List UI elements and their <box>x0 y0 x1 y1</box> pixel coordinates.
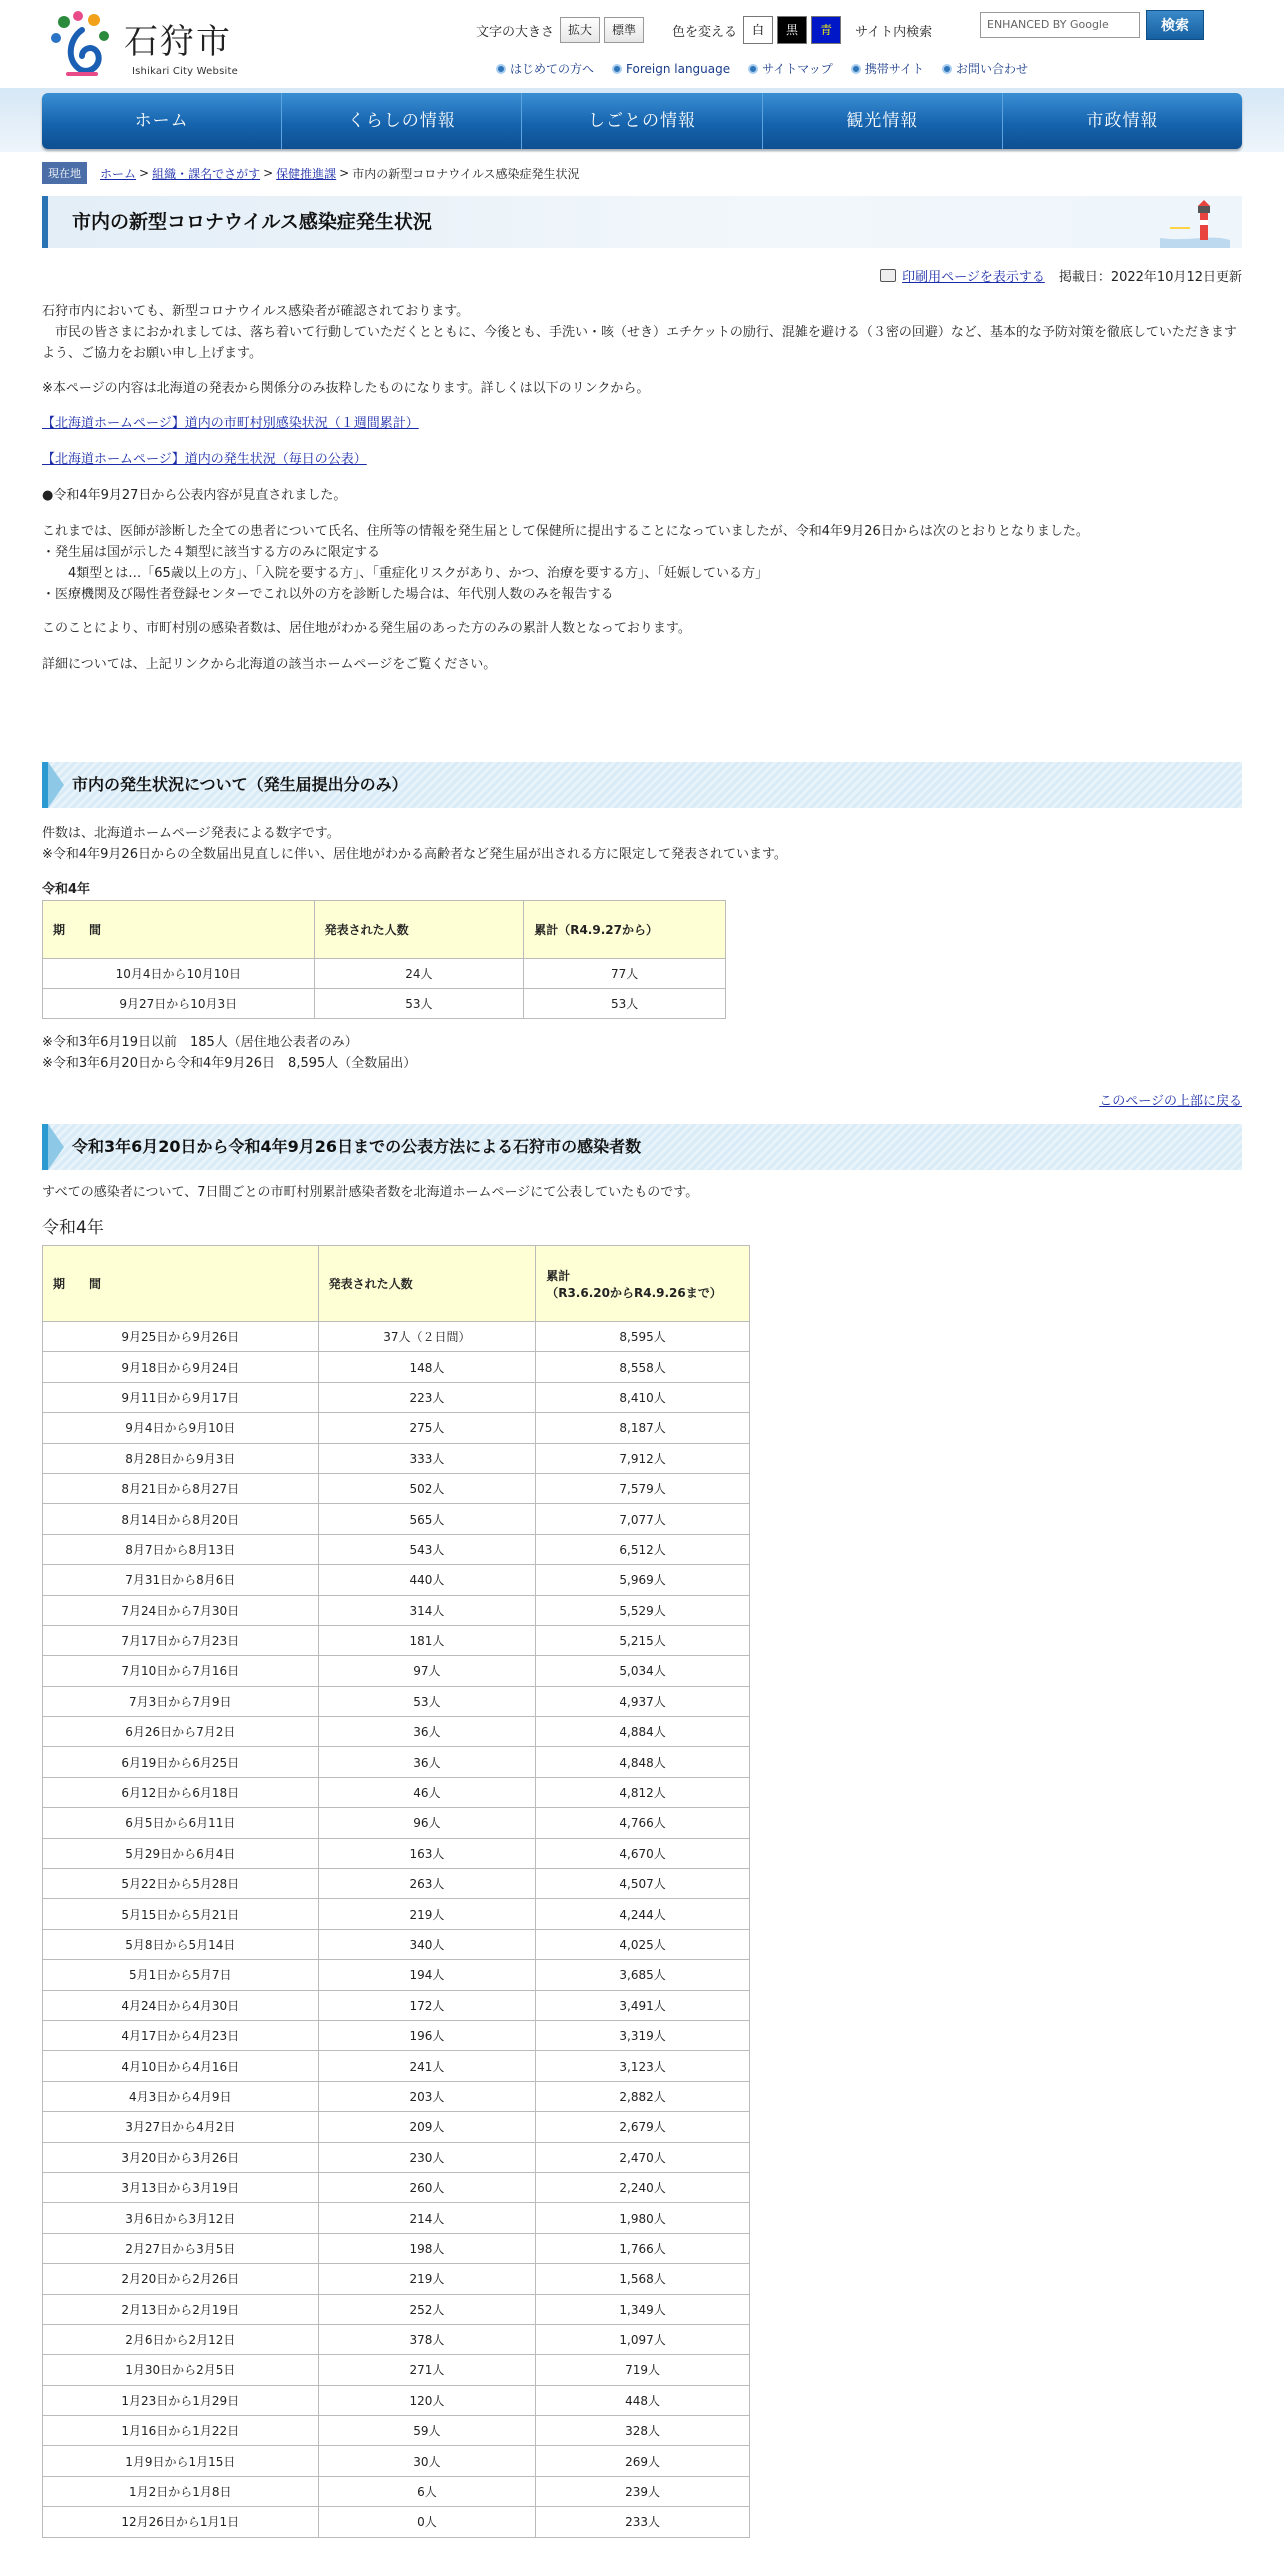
table-cell: 9月25日から9月26日 <box>43 1322 319 1352</box>
table-cell: 7月3日から7月9日 <box>43 1686 319 1716</box>
breadcrumb-separator: > <box>263 166 274 180</box>
table-cell: 233人 <box>536 2507 750 2537</box>
revision-detail-2: ・発生届は国が示した４類型に該当する方のみに限定する <box>42 545 381 560</box>
table-cell: 4月24日から4月30日 <box>43 1990 319 2020</box>
table-row <box>43 2294 750 2324</box>
table-cell: 5月1日から5月7日 <box>43 1960 319 1990</box>
table-row <box>43 1686 750 1716</box>
revision-notice: ●令和4年9月27日から公表内容が見直されました。 <box>42 488 347 503</box>
table-row <box>43 2416 750 2446</box>
table-cell: 1,349人 <box>536 2294 750 2324</box>
bullet-icon <box>612 64 622 74</box>
table-row <box>43 2233 750 2263</box>
table-cell: 194人 <box>318 1960 536 1990</box>
table-cell: 24人 <box>314 959 524 989</box>
table-cell: 275人 <box>318 1413 536 1443</box>
table-cell: 2月20日から2月26日 <box>43 2264 319 2294</box>
table-cell: 3,319人 <box>536 2020 750 2050</box>
table-row <box>43 2051 750 2081</box>
table-cell: 6人 <box>318 2476 536 2506</box>
table-cell: 4,507人 <box>536 1869 750 1899</box>
result-note: このことにより、市町村別の感染者数は、居住地がわかる発生届のあった方のみの累計人数となっております。 <box>42 621 691 636</box>
table-row <box>43 1504 750 1534</box>
table-row <box>43 1747 750 1777</box>
table-header-main: 累計 <box>546 1268 571 1283</box>
font-size-controls <box>476 16 648 44</box>
intro-note: ※本ページの内容は北海道の発表から関係分のみ抜粋したものになります。詳しくは以下のリンクから。 <box>42 381 650 396</box>
utility-links <box>496 60 1028 77</box>
link-beginners[interactable]: はじめての方へ <box>496 60 594 77</box>
table-cell: 3月20日から3月26日 <box>43 2142 319 2172</box>
table-cell: 198人 <box>318 2233 536 2263</box>
color-blue-button[interactable]: 青 <box>811 16 841 44</box>
table-row <box>43 2112 750 2142</box>
nav-tourism[interactable]: 観光情報 <box>763 93 1003 149</box>
section1-footnote-2: ※令和3年6月20日から令和4年9月26日 8,595人（全数届出） <box>42 1056 417 1071</box>
section1-note-1: 件数は、北海道ホームページ発表による数字です。 <box>42 826 340 841</box>
table-cell: 269人 <box>536 2446 750 2476</box>
table-cell: 4,766人 <box>536 1808 750 1838</box>
table-row <box>43 1595 750 1625</box>
table-cell: 239人 <box>536 2476 750 2506</box>
section2-title: 令和3年6月20日から令和4年9月26日までの公表方法による石狩市の感染者数 <box>72 1137 642 1156</box>
search-button[interactable]: 検索 <box>1146 10 1204 40</box>
table-cell: 30人 <box>318 2446 536 2476</box>
heading-marker-icon <box>48 762 64 808</box>
table-cell: 4,848人 <box>536 1747 750 1777</box>
logo-title: 石狩市 <box>124 22 232 62</box>
table-cell: 172人 <box>318 1990 536 2020</box>
table-row <box>43 1960 750 1990</box>
color-white-button[interactable]: 白 <box>743 16 773 44</box>
table-row <box>43 1869 750 1899</box>
table-cell: 7月17日から7月23日 <box>43 1625 319 1655</box>
revision-detail-3: 4類型とは…「65歳以上の方」、「入院を要する方」、「重症化リスクがあり、かつ、治療を要する方」、「妊娠している方」 <box>42 566 769 581</box>
table-cell: 333人 <box>318 1443 536 1473</box>
table-cell: 8月14日から8月20日 <box>43 1504 319 1534</box>
table-cell: 1月2日から1月8日 <box>43 2476 319 2506</box>
table-cell: 2,679人 <box>536 2112 750 2142</box>
table-cell: 5,034人 <box>536 1656 750 1686</box>
table-cell: 12月26日から1月1日 <box>43 2507 319 2537</box>
table-row <box>43 2476 750 2506</box>
table-cell: 2,470人 <box>536 2142 750 2172</box>
table-header: 発表された人数 <box>314 901 524 959</box>
table-cell: 6月19日から6月25日 <box>43 1747 319 1777</box>
table-cell: 502人 <box>318 1473 536 1503</box>
table-cell: 3,491人 <box>536 1990 750 2020</box>
table-cell: 46人 <box>318 1777 536 1807</box>
table-cell: 8月21日から8月27日 <box>43 1473 319 1503</box>
table-cell: 7月10日から7月16日 <box>43 1656 319 1686</box>
intro-text <box>42 301 1242 364</box>
table-row <box>43 1899 750 1929</box>
table-cell: 4,884人 <box>536 1717 750 1747</box>
table-cell: 219人 <box>318 1899 536 1929</box>
table-row <box>43 2385 750 2415</box>
table-cell: 4,025人 <box>536 1929 750 1959</box>
table-row <box>43 1777 750 1807</box>
table-row <box>43 1473 750 1503</box>
table-cell: 5月22日から5月28日 <box>43 1869 319 1899</box>
table-cell: 97人 <box>318 1656 536 1686</box>
logo-subtitle: Ishikari City Website <box>132 66 238 77</box>
table-header: 発表された人数 <box>318 1246 536 1322</box>
table-cell: 2月6日から2月12日 <box>43 2324 319 2354</box>
intro-paragraph-1a: 石狩市内においても、新型コロナウイルス感染者が確認されております。 <box>42 304 470 319</box>
table-cell: 1,980人 <box>536 2203 750 2233</box>
link-sitemap[interactable]: サイトマップ <box>748 60 833 77</box>
table-row <box>43 1382 750 1412</box>
table-cell: 219人 <box>318 2264 536 2294</box>
city-emblem-icon <box>48 10 114 82</box>
table-cell: 36人 <box>318 1747 536 1777</box>
table-row <box>43 1352 750 1382</box>
bullet-icon <box>748 64 758 74</box>
table-cell: 203人 <box>318 2081 536 2111</box>
table-cell: 7,912人 <box>536 1443 750 1473</box>
table-row <box>43 1990 750 2020</box>
table-cell: 448人 <box>536 2385 750 2415</box>
section2-year: 令和4年 <box>42 1218 104 1238</box>
table-cell: 263人 <box>318 1869 536 1899</box>
table-cell: 7,579人 <box>536 1473 750 1503</box>
table-cell: 4,812人 <box>536 1777 750 1807</box>
table-cell: 241人 <box>318 2051 536 2081</box>
table-cell: 4,244人 <box>536 1899 750 1929</box>
table-cell: 543人 <box>318 1534 536 1564</box>
table-row <box>43 959 726 989</box>
table-cell: 1月30日から2月5日 <box>43 2355 319 2385</box>
table-row <box>43 2020 750 2050</box>
search-input[interactable]: ENHANCED BY Google <box>980 12 1140 38</box>
intro-link-2-wrap <box>42 449 1242 470</box>
section2-heading <box>42 1124 1242 1170</box>
bullet-icon <box>851 64 861 74</box>
table-row <box>43 1808 750 1838</box>
table-cell: 181人 <box>318 1625 536 1655</box>
nav-city-admin[interactable]: 市政情報 <box>1086 111 1159 131</box>
revision-detail-1: これまでは、医師が診断した全ての患者について氏名、住所等の情報を発生届として保健所に提出することになっていましたが、令和4年9月26日からは次のとおりとなりました。 <box>42 524 1089 539</box>
table-cell: 9月4日から9月10日 <box>43 1413 319 1443</box>
table-cell: 5,529人 <box>536 1595 750 1625</box>
table-cell: 5月15日から5月21日 <box>43 1899 319 1929</box>
revision-detail <box>42 521 1242 605</box>
table-cell: 271人 <box>318 2355 536 2385</box>
table-cell: 5月8日から5月14日 <box>43 1929 319 1959</box>
table-header: 累計（R4.9.27から） <box>524 901 726 959</box>
section1-heading <box>42 762 1242 808</box>
table-cell: 4,670人 <box>536 1838 750 1868</box>
heading-marker-icon <box>48 1124 64 1170</box>
breadcrumb-dept[interactable]: 保健推進課 <box>276 166 337 181</box>
table-cell: 0人 <box>318 2507 536 2537</box>
table-cell: 1月23日から1月29日 <box>43 2385 319 2415</box>
table-cell: 4月3日から4月9日 <box>43 2081 319 2111</box>
page-title-bar <box>42 196 1242 248</box>
table-row <box>43 2324 750 2354</box>
table-cell: 7月31日から8月6日 <box>43 1565 319 1595</box>
table-cell: 565人 <box>318 1504 536 1534</box>
site-header <box>0 0 1284 92</box>
table-cell: 77人 <box>524 959 726 989</box>
table-cell: 4月17日から4月23日 <box>43 2020 319 2050</box>
breadcrumb-separator: > <box>139 166 150 180</box>
breadcrumb <box>42 162 580 184</box>
table-row <box>43 1929 750 1959</box>
table-cell: 3,685人 <box>536 1960 750 1990</box>
table-cell: 5,969人 <box>536 1565 750 1595</box>
breadcrumb-badge: 現在地 <box>42 162 87 184</box>
table-cell: 252人 <box>318 2294 536 2324</box>
table-row <box>43 1838 750 1868</box>
color-black-button[interactable]: 黒 <box>777 16 807 44</box>
table-row <box>43 2355 750 2385</box>
back-to-top-link[interactable]: このページの上部に戻る <box>1099 1094 1242 1109</box>
table-row <box>43 1534 750 1564</box>
bullet-icon <box>496 64 506 74</box>
font-size-label: 文字の大きさ <box>476 24 555 40</box>
recent-cases-table <box>42 900 726 1019</box>
table-cell: 440人 <box>318 1565 536 1595</box>
table-cell: 1,568人 <box>536 2264 750 2294</box>
printer-icon <box>880 269 896 282</box>
historical-cases-table <box>42 1245 750 2538</box>
table-row <box>43 1322 750 1352</box>
table-cell: 36人 <box>318 1717 536 1747</box>
table-cell: 3,123人 <box>536 2051 750 2081</box>
nav-business[interactable]: しごとの情報 <box>522 93 762 149</box>
table-cell: 9月18日から9月24日 <box>43 1352 319 1382</box>
table-cell: 10月4日から10月10日 <box>43 959 315 989</box>
table-cell: 1月16日から1月22日 <box>43 2416 319 2446</box>
table-header: 期 間 <box>43 1246 319 1322</box>
table-cell: 8,410人 <box>536 1382 750 1412</box>
table-cell: 53人 <box>318 1686 536 1716</box>
table-cell: 9月11日から9月17日 <box>43 1382 319 1412</box>
table-cell: 53人 <box>524 989 726 1019</box>
table-cell: 8月28日から9月3日 <box>43 1443 319 1473</box>
table-cell: 314人 <box>318 1595 536 1625</box>
color-label: 色を変える <box>672 24 738 40</box>
table-row <box>43 2507 750 2537</box>
table-row <box>43 1413 750 1443</box>
bullet-icon <box>942 64 952 74</box>
table-header-sub: （R3.6.20からR4.9.26まで） <box>546 1285 722 1300</box>
table-header: 期 間 <box>43 901 315 959</box>
published-date: 掲載日：2022年10月12日更新 <box>1058 270 1242 285</box>
table-cell: 719人 <box>536 2355 750 2385</box>
table-cell: 37人（２日間） <box>318 1322 536 1352</box>
table-row <box>43 2081 750 2111</box>
table-cell: 2月13日から2月19日 <box>43 2294 319 2324</box>
lighthouse-icon <box>1160 198 1230 248</box>
section1-title: 市内の発生状況について（発生届提出分のみ） <box>72 775 408 794</box>
site-logo[interactable] <box>48 10 268 82</box>
detail-note: 詳細については、上記リンクから北海道の該当ホームページをご覧ください。 <box>42 657 497 672</box>
table-cell: 8,558人 <box>536 1352 750 1382</box>
table-row <box>43 989 726 1019</box>
table-row <box>43 1443 750 1473</box>
table-cell: 59人 <box>318 2416 536 2446</box>
section1-note-2: ※令和4年9月26日からの全数届出見直しに伴い、居住地がわかる高齢者など発生届が出される方に限定して発表されています。 <box>42 847 787 862</box>
section1-footnotes <box>42 1032 1242 1074</box>
breadcrumb-current: 市内の新型コロナウイルス感染症発生状況 <box>352 166 580 181</box>
print-page-link[interactable]: 印刷用ページを表示する <box>902 270 1045 285</box>
table-cell: 6,512人 <box>536 1534 750 1564</box>
table-cell: 7,077人 <box>536 1504 750 1534</box>
table-cell: 3月6日から3月12日 <box>43 2203 319 2233</box>
main-nav <box>42 93 1242 149</box>
table-row <box>43 1656 750 1686</box>
table-cell: 2,882人 <box>536 2081 750 2111</box>
table-cell: 2月27日から3月5日 <box>43 2233 319 2263</box>
table-cell: 223人 <box>318 1382 536 1412</box>
breadcrumb-separator: > <box>339 166 350 180</box>
hokkaido-daily-link[interactable]: 【北海道ホームページ】道内の発生状況（毎日の公表） <box>42 452 367 467</box>
site-search-label: サイト内検索 <box>855 24 933 40</box>
table-cell: 1月9日から1月15日 <box>43 2446 319 2476</box>
table-cell: 260人 <box>318 2172 536 2202</box>
table-header <box>536 1246 750 1322</box>
table-cell: 6月5日から6月11日 <box>43 1808 319 1838</box>
section1-footnote-1: ※令和3年6月19日以前 185人（居住地公表者のみ） <box>42 1035 358 1050</box>
nav-home[interactable]: ホーム <box>42 93 282 149</box>
section1-year: 令和4年 <box>42 882 91 897</box>
table-cell: 340人 <box>318 1929 536 1959</box>
table-cell: 1,766人 <box>536 2233 750 2263</box>
table-cell: 8,187人 <box>536 1413 750 1443</box>
link-foreign-language[interactable]: Foreign language <box>612 60 730 77</box>
table-row <box>43 1625 750 1655</box>
table-row <box>43 1565 750 1595</box>
print-area <box>880 266 1242 285</box>
table-cell: 8月7日から8月13日 <box>43 1534 319 1564</box>
table-row <box>43 2264 750 2294</box>
table-cell: 328人 <box>536 2416 750 2446</box>
table-cell: 5,215人 <box>536 1625 750 1655</box>
table-cell: 96人 <box>318 1808 536 1838</box>
table-cell: 378人 <box>318 2324 536 2354</box>
color-controls <box>672 16 938 44</box>
table-cell: 3月27日から4月2日 <box>43 2112 319 2142</box>
table-cell: 53人 <box>314 989 524 1019</box>
breadcrumb-home[interactable]: ホーム <box>100 166 137 181</box>
revision-detail-4: ・医療機関及び陽性者登録センターでこれ以外の方を診断した場合は、年代別人数のみを報告する <box>42 587 614 602</box>
intro-link-1-wrap <box>42 413 1242 434</box>
table-cell: 8,595人 <box>536 1322 750 1352</box>
page-title: 市内の新型コロナウイルス感染症発生状況 <box>72 211 432 233</box>
table-row <box>43 2142 750 2172</box>
table-row <box>43 2203 750 2233</box>
table-cell: 209人 <box>318 2112 536 2142</box>
table-cell: 6月26日から7月2日 <box>43 1717 319 1747</box>
table-cell: 148人 <box>318 1352 536 1382</box>
table-cell: 230人 <box>318 2142 536 2172</box>
table-cell: 7月24日から7月30日 <box>43 1595 319 1625</box>
section2-note: すべての感染者について、7日間ごとの市町村別累計感染者数を北海道ホームページにて公表していたものです。 <box>42 1185 699 1200</box>
link-mobile-site[interactable]: 携帯サイト <box>851 60 924 77</box>
font-standard-button[interactable]: 標準 <box>604 17 644 43</box>
link-contact[interactable]: お問い合わせ <box>942 60 1028 77</box>
table-cell: 4,937人 <box>536 1686 750 1716</box>
table-cell: 163人 <box>318 1838 536 1868</box>
table-cell: 214人 <box>318 2203 536 2233</box>
table-cell: 196人 <box>318 2020 536 2050</box>
table-cell: 2,240人 <box>536 2172 750 2202</box>
table-row <box>43 2446 750 2476</box>
intro-paragraph-1b: 市民の皆さまにおかれましては、落ち着いて行動していただくとともに、今後とも、手洗い・咳（せき）エチケットの励行、混雑を避ける（３密の回避）など、基本的な予防対策を徹底していただきますよう、ご協力をお願い申し上げます。 <box>42 325 1237 361</box>
table-cell: 120人 <box>318 2385 536 2415</box>
hokkaido-weekly-link[interactable]: 【北海道ホームページ】道内の市町村別感染状況（１週間累計） <box>42 416 419 431</box>
table-row <box>43 1717 750 1747</box>
breadcrumb-org[interactable]: 組織・課名でさがす <box>152 166 261 181</box>
font-enlarge-button[interactable]: 拡大 <box>560 17 600 43</box>
table-cell: 9月27日から10月3日 <box>43 989 315 1019</box>
table-cell: 3月13日から3月19日 <box>43 2172 319 2202</box>
table-cell: 4月10日から4月16日 <box>43 2051 319 2081</box>
table-cell: 5月29日から6月4日 <box>43 1838 319 1868</box>
table-cell: 1,097人 <box>536 2324 750 2354</box>
table-row <box>43 2172 750 2202</box>
nav-living[interactable]: くらしの情報 <box>282 93 522 149</box>
section1-notes <box>42 823 1242 865</box>
table-cell: 6月12日から6月18日 <box>43 1777 319 1807</box>
